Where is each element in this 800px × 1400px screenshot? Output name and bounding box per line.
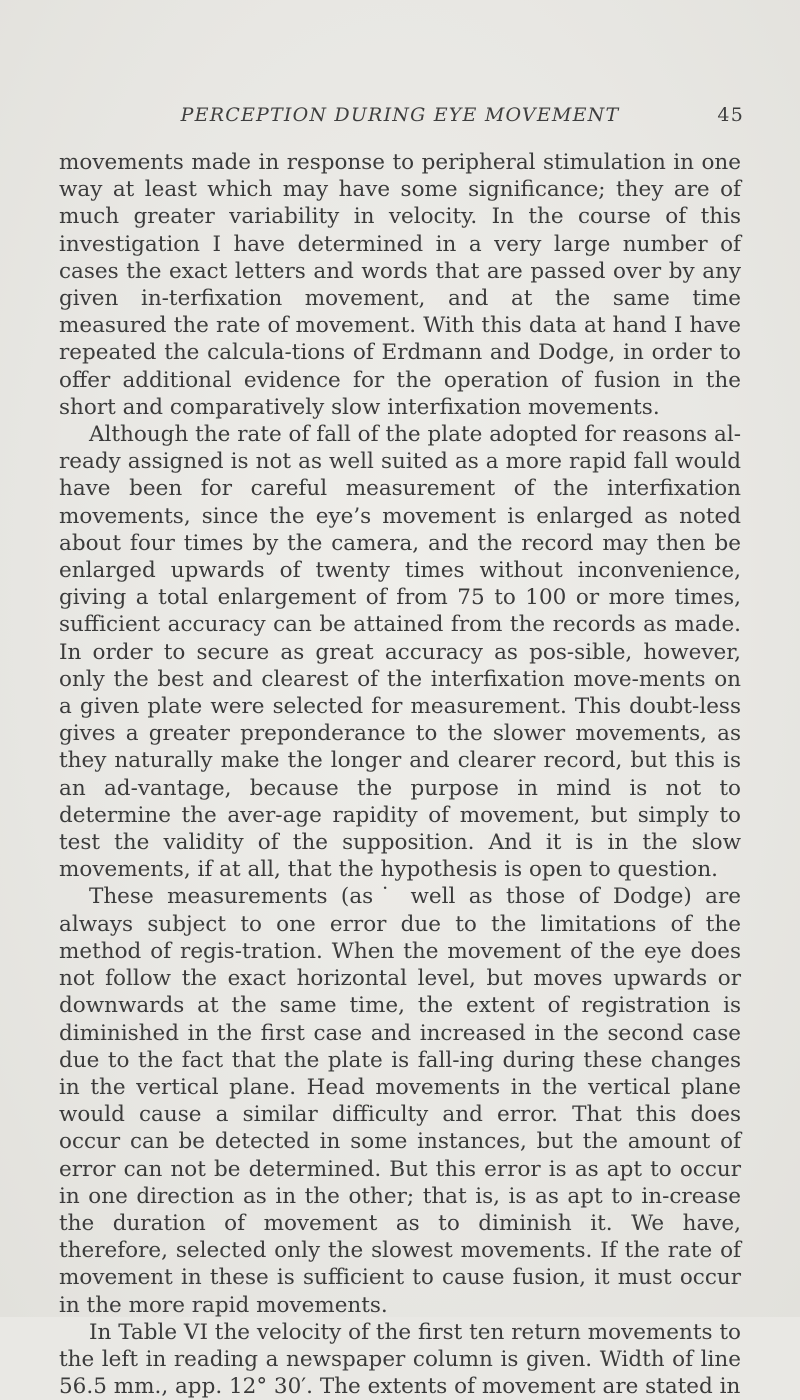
paragraph: In Table VI the velocity of the first ten return movements to the left in reading a newspaper column is given. Width of line 56.5 mm., app. 12° 30′. The extents of movement are stated in	[59, 1319, 741, 1400]
running-title: PERCEPTION DURING EYE MOVEMENT	[180, 104, 620, 126]
running-header	[60, 104, 744, 134]
body-text	[59, 149, 741, 1400]
paragraph: These measurements (as˙ well as those of Dodge) are always subject to one error due to the limitations of the method of regis-tration. When the movement of the eye does not follow the exact horizontal level, but moves upwards or downwards at the same time, the extent of registration is diminished in the first case and increased in the second case due to the fact that the plate is fall-ing during these changes in the vertical plane. Head movements in the vertical plane would cause a similar difficulty and error. That this does occur can be detected in some instances, but the amount of error can not be determined. But this error is as apt to occur in one direction as in the other; that is, is as apt to in-crease the duration of movement as to diminish it. We have, therefore, selected only the slowest movements. If the rate of movement in these is sufficient to cause fusion, it must occur in the more rapid movements.	[59, 884, 741, 1318]
page-number: 45	[717, 104, 744, 126]
paragraph: movements made in response to peripheral stimulation in one way at least which may have some significance; they are of much greater variability in velocity. In the course of this investigation I have determined in a very large number of cases the exact letters and words that are passed over by any given in-terfixation movement, and at the same time measured the rate of movement. With this data at hand I have repeated the calcula-tions of Erdmann and Dodge, in order to offer additional evidence for the operation of fusion in the short and comparatively slow interfixation movements.	[59, 150, 741, 420]
paragraph: Although the rate of fall of the plate adopted for reasons al-ready assigned is not as well suited as a more rapid fall would have been for careful measurement of the interfixation movements, since the eye’s movement is enlarged as noted about four times by the camera, and the record may then be enlarged upwards of twenty times without inconvenience, giving a total enlargement of from 75 to 100 or more times, sufficient accuracy can be attained from the records as made. In order to secure as great accuracy as pos-sible, however, only the best and clearest of the interfixation move-ments on a given plate were selected for measurement. This doubt-less gives a greater preponderance to the slower movements, as they naturally make the longer and clearer record, but this is an ad-vantage, because the purpose in mind is not to determine the aver-age rapidity of movement, but simply to test the validity of the supposition. And it is in the slow movements, if at all, that the hypothesis is open to question.	[59, 422, 741, 883]
